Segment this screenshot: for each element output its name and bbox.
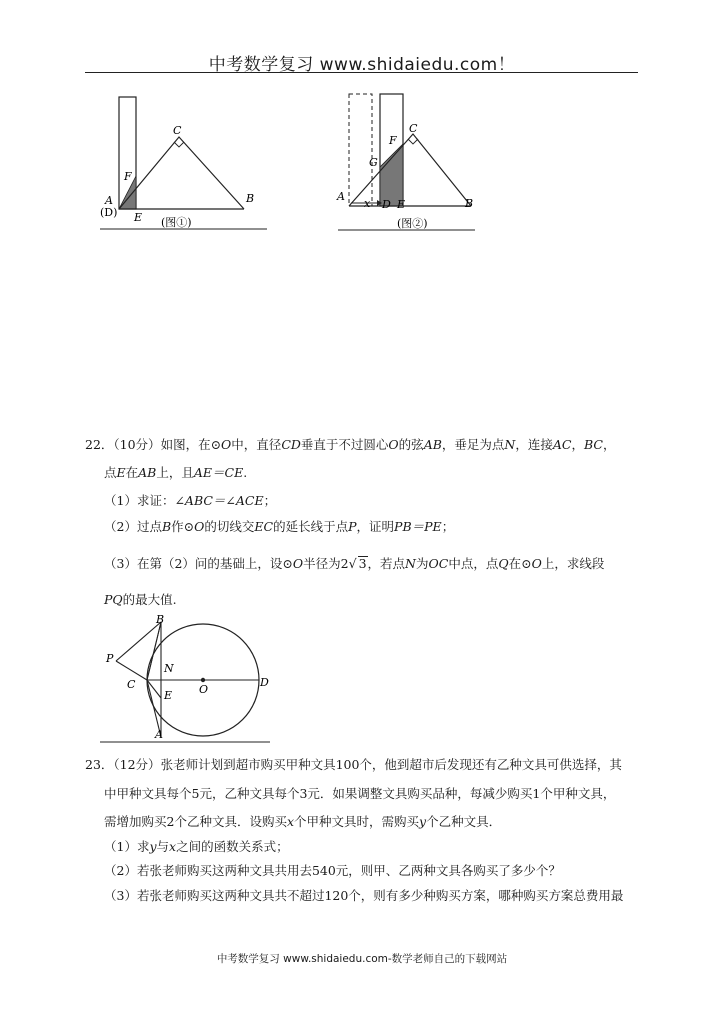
q22-text: 的最大值. [122,592,177,607]
q22-text: 的切线交 [204,519,255,534]
fig2-label-B: B [465,197,474,210]
fig1-triangle-sides [119,137,244,209]
q22-line-2 [104,466,247,480]
q22-label-P: P [106,652,114,665]
q22-text: 点 [104,465,117,480]
q22-number: 22． [85,437,114,452]
q22-text: （3）在第（2）问的基础上，设⊙ [104,556,293,571]
q23-text: 与 [156,839,170,854]
q22-var: ∠ABC＝∠ACE [174,493,264,508]
q22-text: 作⊙ [171,519,195,534]
q22-text: 上，且 [156,465,194,480]
q22-label-O: O [199,683,209,696]
q22-var: N [504,437,516,452]
q22-label-A: A [155,728,163,741]
q23-score: （12分） [113,757,161,772]
q22-text: （2）过点 [104,519,162,534]
fig2-shaded-trapezoid [380,144,403,206]
q22-var: P [348,519,357,534]
q23-var: y [149,839,157,854]
q22-text: 的弦 [398,437,424,452]
q22-text: ，垂足为点 [441,437,505,452]
q22-var: N [405,556,416,571]
q22-var: BC [583,437,603,452]
q23-var: x [169,839,177,854]
fig2-label-C: C [409,122,418,135]
q22-sqrt-coef: 2 [340,556,349,571]
q23-part-2: （2）若张老师购买这两种文具共用去540元，则甲、乙两种文具各购买了多少个？ [104,863,561,878]
fig2-label-D: D [382,198,391,211]
q22-var: O [194,519,205,534]
fig2-label-F: F [389,134,397,147]
fig2-label-x: x [364,197,371,210]
q22-score: （10分） [113,437,161,452]
q22-text: 上，求线段 [541,556,605,571]
fig1-label-D: (D) [100,206,118,219]
q22-var: PB＝PE [394,519,442,534]
q22-var: E [116,465,126,480]
q23-number: 23． [85,757,114,772]
q22-text: ，若点 [367,556,406,571]
q23-text: 张老师计划到超市购买甲种文具100个，他到超市后发现还有乙种文具可供选择，其 [160,757,622,772]
page-footer: 中考数学复习 www.shidaiedu.com-数学老师自己的下载网站 [216,953,508,965]
q22-label-N: N [164,662,174,675]
q22-part-3 [104,556,604,571]
q22-label-C: C [127,678,136,691]
q22-var: OC [428,556,449,571]
fig2-label-G: G [369,156,378,169]
q22-sqrt: √ 3 [348,556,367,571]
q22-text: ； [441,519,455,534]
figure-2 [333,86,478,234]
q23-line-2: 中甲种文具每个5元，乙种文具每个3元．如果调整文具购买品种，每减少购买1个甲种文具， [104,786,616,801]
q22-text: 为 [415,556,429,571]
fig2-caption: (图②) [397,217,428,230]
q22-text: ， [571,437,584,452]
q22-var: CD [281,437,301,452]
fig1-right-angle-mark [174,142,184,147]
q22-var: AB [138,465,157,480]
q22-text: 如图，在⊙ [160,437,222,452]
q23-var: y [419,814,427,829]
q22-text: ，连接 [515,437,553,452]
q22-label-D: D [260,676,269,689]
fig2-label-E: E [397,198,406,211]
q22-label-B: B [156,613,165,626]
q22-text: 在⊙ [508,556,532,571]
q23-text: 之间的函数关系式； [176,839,289,854]
q22-var: AC [552,437,572,452]
fig2-right-angle-mark [408,139,418,144]
fig1-label-F: F [124,170,132,183]
q22-var: O [292,556,304,571]
q22-center-dot [201,678,205,682]
q23-text: 个甲种文具时，需购买 [294,814,420,829]
q22-var: PQ [104,592,123,607]
q23-var: x [286,814,295,829]
q22-label-E: E [164,689,173,702]
q23-text: 需增加购买2个乙种文具．设购买 [104,814,287,829]
q22-circle-figure [100,612,275,744]
q22-var: B [161,519,172,534]
q22-var: EC [254,519,274,534]
fig1-label-B: B [246,192,255,205]
q22-text: ； [263,493,277,508]
q22-text: 垂直于不过圆心 [300,437,389,452]
q23-part-3: （3）若张老师购买这两种文具共不超过120个，则有多少种购买方案，哪种购买方案总费用最 [104,888,624,903]
page-header: 中考数学复习 www.shidaiedu.com！ [208,55,516,75]
q23-line-1 [85,758,622,772]
q22-part-1 [104,494,276,508]
q22-text: . [243,465,248,480]
fig1-caption: (图①) [161,216,192,229]
fig1-label-E: E [134,211,143,224]
q22-var: AE＝CE [193,465,244,480]
q23-text: 个乙种文具． [426,814,502,829]
q23-part-1 [104,840,289,854]
figure-1 [95,92,275,237]
q22-text: 半径为 [303,556,341,571]
q22-text: ， [602,437,616,452]
q23-text: （1）求 [104,839,150,854]
q22-var: AB [423,437,442,452]
q22-text: 中点，点 [448,556,499,571]
q22-var: O [221,437,232,452]
fig1-label-C: C [173,124,182,137]
q22-var: O [531,556,542,571]
q22-part-2 [104,520,454,534]
q22-var: O [388,437,399,452]
header-divider [85,72,638,73]
fig2-dashed-rectangle [349,94,372,206]
q22-text: 的延长线于点 [273,519,349,534]
q22-arc-CB [147,622,161,680]
fig1-label-A: A [105,194,113,207]
q22-tangent-PB [116,622,161,661]
q22-sqrt-radicand: 3 [358,556,367,571]
q22-text: ，证明 [356,519,395,534]
fig2-label-A: A [337,190,345,203]
q22-line-1 [85,438,615,452]
q22-part-3-cont [104,593,177,607]
q22-var: Q [498,556,509,571]
q22-text: 中，直径 [231,437,282,452]
fig2-triangle-sides [349,134,471,206]
q23-line-3 [104,815,501,829]
q22-text: 在 [125,465,139,480]
q22-text: （1）求证： [104,493,175,508]
